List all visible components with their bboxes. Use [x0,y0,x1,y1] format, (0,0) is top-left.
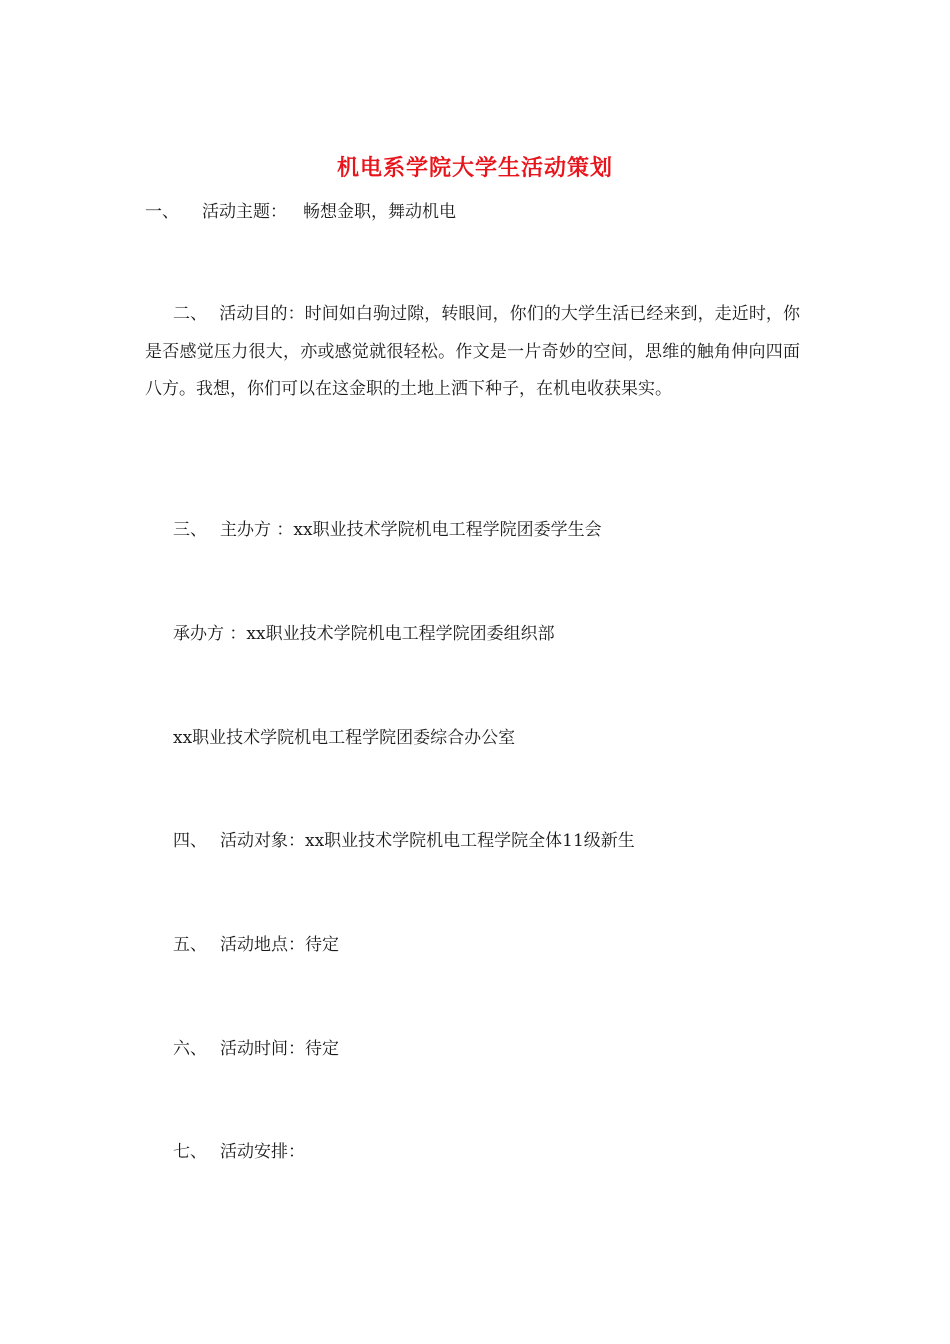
section-7-label: 活动安排： [220,1142,305,1162]
section-3-office [173,726,515,750]
section-2-paragraph [145,296,800,409]
section-5-number: 五、 [173,935,207,955]
section-6-value: 待定 [305,1039,339,1059]
section-5 [173,933,339,957]
office-value: xx职业技术学院机电工程学院团委综合办公室 [173,728,516,748]
section-6-number: 六、 [173,1039,207,1059]
section-5-label: 活动地点： [220,935,305,955]
section-3-value: xx职业技术学院机电工程学院团委学生会 [293,520,602,540]
section-6 [173,1037,339,1061]
section-1-value: 畅想金职，舞动机电 [303,202,456,222]
section-6-label: 活动时间： [220,1039,305,1059]
section-4-value: xx职业技术学院机电工程学院全体11级新生 [305,831,635,851]
organizer-value: xx职业技术学院机电工程学院团委组织部 [246,624,555,644]
section-2-text: 时间如白驹过隙，转眼间，你们的大学生活已经来到，走近时，你是否感觉压力很大，亦或感觉就很轻松。作文是一片奇妙的空间，思维的触角伸向四面八方。我想，你们可以在这金职的土地上洒下种子，在机电收获果实。 [145,304,801,399]
section-4-number: 四、 [173,831,207,851]
section-1-number: 一、 [145,202,179,222]
section-1 [145,200,456,224]
section-3-label: 主办方 ： [220,520,294,540]
section-5-value: 待定 [305,935,339,955]
section-3-organizer [173,622,555,646]
section-7-number: 七、 [173,1142,207,1162]
section-4-label: 活动对象： [220,831,305,851]
section-3 [173,518,602,542]
section-3-number: 三、 [173,520,207,540]
section-2-label: 活动目的： [219,304,305,324]
section-2-number: 二、 [173,304,208,324]
organizer-label: 承办方 ： [173,624,247,644]
section-7 [173,1140,305,1164]
section-4 [173,829,635,853]
document-title: 机电系学院大学生活动策划 [336,155,613,181]
section-1-label: 活动主题： [202,202,287,222]
